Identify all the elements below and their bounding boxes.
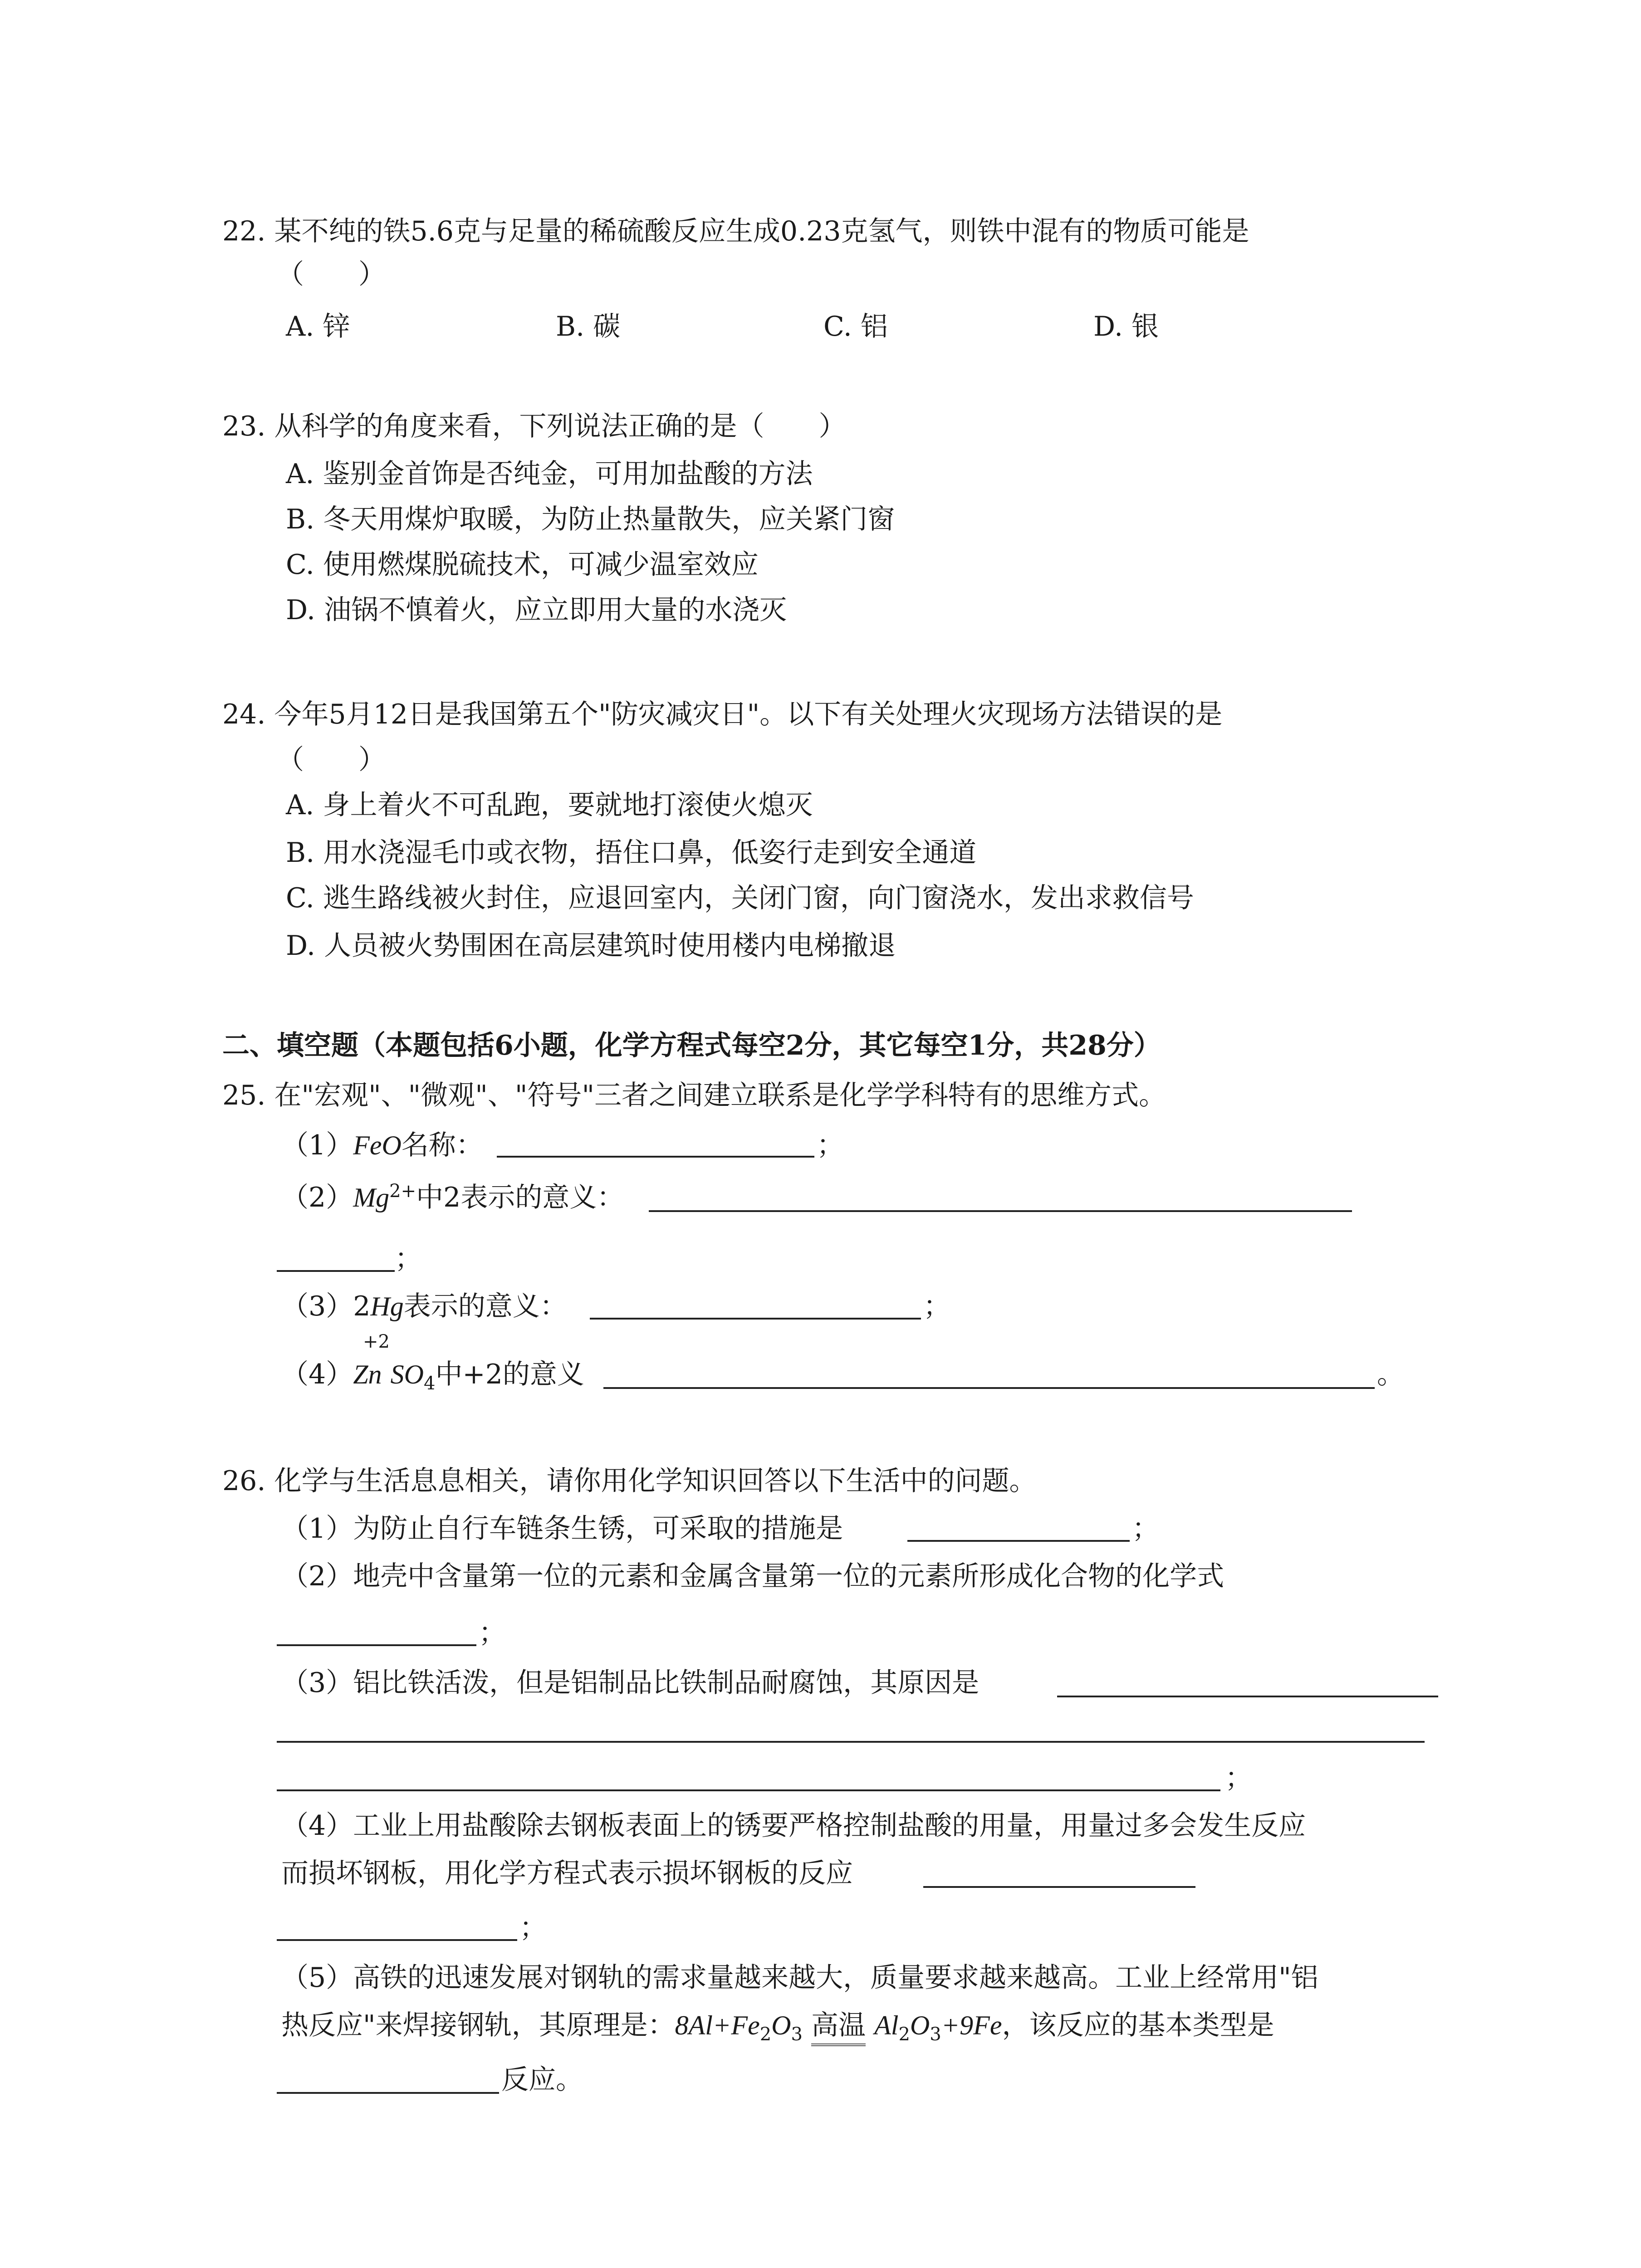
q26-eq-right-o: O xyxy=(910,2010,930,2040)
q24-option-a: A. 身上着火不可乱跑，要就地打滚使火熄灭 xyxy=(286,789,813,821)
q25-stem: 25. 在"宏观"、"微观"、"符号"三者之间建立联系是化学学科特有的思维方式。 xyxy=(222,1080,1166,1111)
q22-stem: 22. 某不纯的铁5.6克与足量的稀硫酸反应生成0.23克氢气，则铁中混有的物质可能是 xyxy=(222,215,1249,247)
q26-eq-condition: 高温 xyxy=(811,2007,866,2046)
q25-part2-sup: 2+ xyxy=(389,1181,416,1202)
q26-part2-end: ； xyxy=(479,1617,506,1649)
q22-option-b: B. 碳 xyxy=(556,311,621,342)
q23-option-d: D. 油锅不慎着火，应立即用大量的水浇灭 xyxy=(286,594,787,626)
q25-part1-end: ； xyxy=(817,1129,844,1161)
q25-blank-3[interactable] xyxy=(590,1318,921,1320)
q26-part5b-pre: 热反应"来焊接钢轨，其原理是： xyxy=(281,2009,675,2041)
q25-part1-text: 名称： xyxy=(401,1129,483,1161)
q25-part3 xyxy=(281,1288,567,1325)
q24-paren: （ ） xyxy=(277,744,386,776)
q26-part3-end: ； xyxy=(1225,1762,1252,1794)
q25-part4-text: 中+2的意义 xyxy=(435,1359,584,1390)
q25-part4-sub: 4 xyxy=(423,1373,436,1394)
q26-blank-4b[interactable] xyxy=(277,1939,517,1941)
q25-part4-valence: +2 xyxy=(363,1331,390,1352)
q22-paren: （ ） xyxy=(277,259,386,290)
q25-part2-text: 中2表示的意义： xyxy=(416,1182,624,1213)
q26-eq-right-tail: +9Fe xyxy=(941,2010,1002,2040)
q24-option-b: B. 用水浇湿毛巾或衣物，捂住口鼻，低姿行走到安全通道 xyxy=(286,837,977,869)
q25-part3-text: 表示的意义： xyxy=(403,1290,567,1322)
q26-eq-left: 8Al+Fe xyxy=(675,2010,760,2040)
q26-part5b-post: ，该反应的基本类型是 xyxy=(1002,2009,1274,2041)
q26-blank-1[interactable] xyxy=(907,1540,1130,1542)
q26-eq-left-sub: 2 xyxy=(759,2024,772,2045)
q25-part3-end: ； xyxy=(923,1290,950,1322)
section-title: 二、填空题（本题包括6小题，化学方程式每空2分，其它每空1分，共28分） xyxy=(222,1030,1161,1061)
q26-eq-right-sub2: 3 xyxy=(930,2024,941,2045)
q26-part4-end: ； xyxy=(519,1912,547,1944)
q26-part1: （1）为防止自行车链条生锈，可采取的措施是 xyxy=(281,1513,843,1545)
q25-part2-formula: Mg xyxy=(353,1183,390,1212)
q25-part4-end: 。 xyxy=(1377,1359,1404,1390)
q25-part4 xyxy=(281,1356,584,1393)
q23-option-c: C. 使用燃煤脱硫技术，可减少温室效应 xyxy=(286,549,759,581)
q23-stem: 23. 从科学的角度来看，下列说法正确的是（ ） xyxy=(222,411,846,442)
q25-blank-2a[interactable] xyxy=(649,1210,1352,1212)
q22-option-c: C. 铝 xyxy=(823,311,888,342)
q26-eq-right: Al xyxy=(874,2010,899,2040)
q26-part3: （3）铝比铁活泼，但是铝制品比铁制品耐腐蚀，其原因是 xyxy=(281,1667,980,1699)
q24-option-c: C. 逃生路线被火封住，应退回室内，关闭门窗，向门窗浇水，发出求救信号 xyxy=(286,882,1194,914)
q26-blank-3a[interactable] xyxy=(1057,1696,1438,1697)
q26-blank-5[interactable] xyxy=(277,2092,499,2094)
q26-part1-end: ； xyxy=(1132,1513,1159,1545)
q25-part1 xyxy=(281,1127,483,1163)
q26-part4a: （4）工业上用盐酸除去钢板表面上的锈要严格控制盐酸的用量，用量过多会发生反应 xyxy=(281,1810,1306,1842)
q26-part5b xyxy=(281,2007,1274,2046)
q25-part1-formula: FeO xyxy=(353,1130,402,1160)
q26-blank-2[interactable] xyxy=(277,1644,476,1646)
q22-option-a: A. 锌 xyxy=(286,311,350,342)
q25-blank-4[interactable] xyxy=(603,1387,1375,1389)
q25-blank-1[interactable] xyxy=(497,1156,814,1158)
q25-part1-num: （1） xyxy=(281,1129,353,1161)
q25-part4-zn: Zn xyxy=(353,1359,382,1389)
q26-part2: （2）地壳中含量第一位的元素和金属含量第一位的元素所形成化合物的化学式 xyxy=(281,1560,1225,1592)
q25-part4-num: （4） xyxy=(281,1359,353,1390)
q26-part5a: （5）高铁的迅速发展对钢轨的需求量越来越大，质量要求越来越高。工业上经常用"铝 xyxy=(281,1962,1318,1994)
q26-eq-left-sub2: 3 xyxy=(791,2024,803,2045)
q23-option-b: B. 冬天用煤炉取暖，为防止热量散失，应关紧门窗 xyxy=(286,503,895,535)
q25-part2 xyxy=(281,1179,624,1216)
q24-stem: 24. 今年5月12日是我国第五个"防灾减灾日"。以下有关处理火灾现场方法错误的是 xyxy=(222,699,1223,730)
q26-part4b: 而损坏钢板，用化学方程式表示损坏钢板的反应 xyxy=(281,1857,853,1889)
q22-option-d: D. 银 xyxy=(1093,311,1159,342)
q26-blank-3c[interactable] xyxy=(277,1789,1220,1791)
q25-part2-num: （2） xyxy=(281,1182,353,1213)
q25-part2-end: ； xyxy=(395,1243,422,1275)
q24-option-d: D. 人员被火势围困在高层建筑时使用楼内电梯撤退 xyxy=(286,930,896,962)
q26-eq-right-sub: 2 xyxy=(898,2024,910,2045)
q25-part4-so: SO xyxy=(390,1359,424,1389)
q26-part5-end: 反应。 xyxy=(501,2064,583,2096)
q26-blank-3b[interactable] xyxy=(277,1741,1425,1743)
q25-part3-formula: Hg xyxy=(370,1291,404,1321)
q26-eq-left-o: O xyxy=(771,2010,791,2040)
q25-blank-2b[interactable] xyxy=(277,1270,395,1272)
q23-option-a: A. 鉴别金首饰是否纯金，可用加盐酸的方法 xyxy=(286,458,813,490)
q25-part3-coef: 2 xyxy=(353,1290,371,1322)
q26-stem: 26. 化学与生活息息相关，请你用化学知识回答以下生活中的问题。 xyxy=(222,1465,1037,1497)
q25-part3-num: （3） xyxy=(281,1290,353,1322)
q26-blank-4a[interactable] xyxy=(923,1886,1195,1888)
